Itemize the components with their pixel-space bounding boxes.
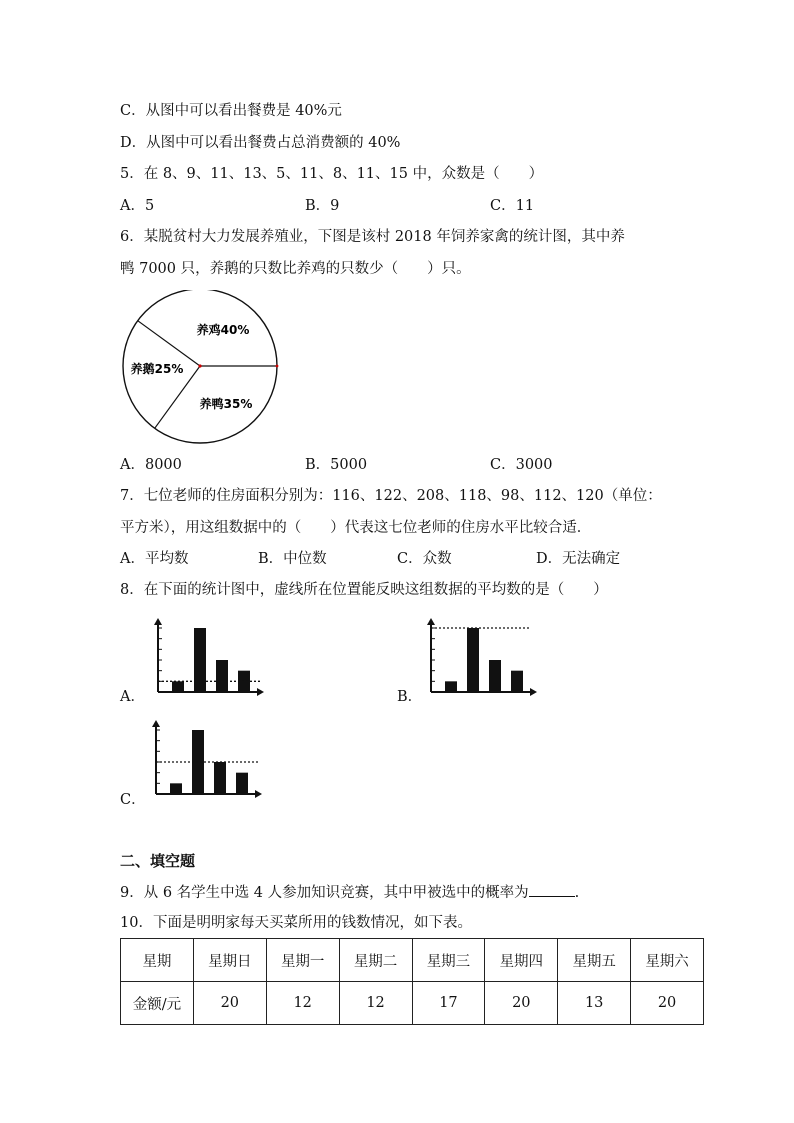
bar [172, 681, 184, 692]
q6-option-c: C．3000 [490, 457, 553, 473]
y-axis-arrow [152, 720, 160, 727]
q8-option-b-label: B． [397, 689, 423, 705]
q6-stem-line2: 鸭 7000 只，养鹅的只数比养鸡的只数少（ ）只。 [120, 261, 471, 277]
q5-option-a: A．5 [120, 198, 155, 214]
table-cell: 星期日 [193, 939, 266, 982]
q7-option-d: D．无法确定 [536, 551, 621, 567]
q6-stem-line1: 6．某脱贫村大力发展养殖业，下图是该村 2018 年饲养家禽的统计图，其中养 [120, 229, 625, 245]
table-cell: 20 [193, 982, 266, 1025]
bar [236, 773, 248, 794]
q8-stem: 8．在下面的统计图中，虚线所在位置能反映这组数据的平均数的是（ ） [120, 582, 608, 598]
bar [216, 660, 228, 692]
q4-option-c: C．从图中可以看出餐费是 40%元 [120, 103, 342, 119]
y-axis-arrow [154, 618, 162, 625]
q5-stem: 5．在 8、9、11、13、5、11、8、11、15 中，众数是（ ） [120, 166, 544, 182]
q7-option-c: C．众数 [397, 551, 452, 567]
table-cell: 星期三 [412, 939, 485, 982]
poultry-pie-chart [118, 290, 283, 445]
q8-chart-c [148, 714, 268, 804]
pie-label-goose: 养鹅25% [130, 362, 184, 376]
table-cell: 13 [558, 982, 631, 1025]
table-cell: 星期六 [631, 939, 704, 982]
x-axis-arrow [257, 688, 264, 696]
q10-money-table [120, 938, 704, 1025]
bar [489, 660, 501, 692]
q7-option-a: A．平均数 [120, 551, 189, 567]
bar [445, 681, 457, 692]
x-axis-arrow [255, 790, 262, 798]
pie-center-dot [198, 364, 201, 367]
table-cell: 星期 [121, 939, 194, 982]
table-cell: 17 [412, 982, 485, 1025]
y-axis-arrow [427, 618, 435, 625]
q5-option-c: C．11 [490, 198, 535, 214]
table-cell: 星期一 [266, 939, 339, 982]
q7-option-b: B．中位数 [258, 551, 327, 567]
q4-option-d: D．从图中可以看出餐费占总消费额的 40% [120, 135, 401, 151]
table-header-row [121, 939, 704, 982]
table-cell: 星期五 [558, 939, 631, 982]
q9-stem [120, 882, 579, 903]
table-cell: 12 [339, 982, 412, 1025]
table-cell: 20 [631, 982, 704, 1025]
table-cell: 星期四 [485, 939, 558, 982]
pie-edge-dot [276, 365, 279, 368]
table-row [121, 982, 704, 1025]
table-cell: 星期二 [339, 939, 412, 982]
bar [511, 671, 523, 692]
q8-option-a-label: A． [120, 689, 145, 705]
q8-chart-b [423, 612, 543, 702]
q5-option-b: B．9 [305, 198, 340, 214]
q8-chart-a [150, 612, 270, 702]
q9-text: 9．从 6 名学生中选 4 人参加知识竞赛，其中甲被选中的概率为 [120, 885, 529, 901]
table-cell: 12 [266, 982, 339, 1025]
section-title-fill-in: 二、填空题 [120, 852, 196, 870]
pie-label-chicken: 养鸡40% [196, 323, 250, 337]
q9-answer-blank[interactable] [529, 882, 575, 897]
q7-stem-line2: 平方米），用这组数据中的（ ）代表这七位老师的住房水平比较合适． [120, 520, 592, 536]
bar [170, 783, 182, 794]
x-axis-arrow [530, 688, 537, 696]
q9-end: . [574, 885, 580, 901]
q8-option-c-label: C． [120, 792, 146, 808]
table-cell: 20 [485, 982, 558, 1025]
bar [194, 628, 206, 692]
bar [214, 762, 226, 794]
q10-stem: 10．下面是明明家每天买菜所用的钱数情况，如下表。 [120, 915, 472, 931]
q6-option-a: A．8000 [120, 457, 182, 473]
q6-option-b: B．5000 [305, 457, 368, 473]
table-cell: 金额/元 [121, 982, 194, 1025]
bar [467, 628, 479, 692]
pie-label-duck: 养鸭35% [199, 397, 253, 411]
q7-stem-line1: 7．七位老师的住房面积分别为：116、122、208、118、98、112、120（单位： [120, 488, 662, 504]
